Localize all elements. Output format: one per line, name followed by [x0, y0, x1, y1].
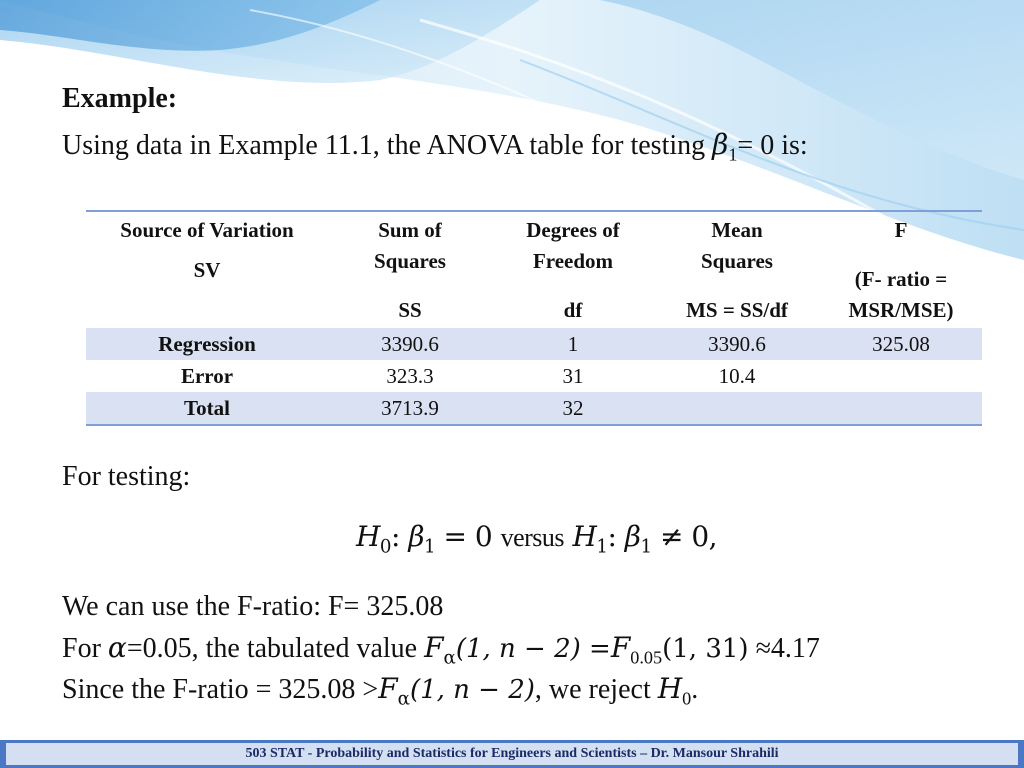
header-f-line1: F [820, 211, 982, 248]
f-critical-subscript: 0.05 [630, 647, 663, 668]
row-f [820, 360, 982, 392]
table-header-row-1 [86, 211, 982, 248]
table-header-row-3 [86, 292, 982, 328]
conclusion-h0-subscript: 0 [682, 688, 692, 709]
row-df: 32 [492, 392, 654, 425]
alpha-symbol: α [107, 631, 127, 664]
slide-title: Example: [62, 83, 178, 114]
header-f-line2: (F- ratio = [854, 267, 948, 291]
critical-value: ≈4.17 [748, 633, 820, 664]
header-ss-line3: SS [398, 298, 422, 322]
h0-beta: β [408, 520, 425, 553]
anova-table [86, 210, 982, 426]
intro-text: Using data in Example 11.1, the ANOVA table for testing [62, 130, 713, 161]
h0-equals: = 0 [443, 520, 493, 553]
table-row [86, 392, 982, 425]
h1-symbol: H [572, 520, 597, 553]
conclusion-f-symbol: F [378, 672, 398, 705]
f-alpha-symbol: F [424, 631, 444, 664]
beta-subscript: 1 [728, 144, 738, 165]
header-df-line3: df [563, 298, 583, 322]
beta-symbol: β [712, 128, 729, 161]
header-f-line3: MSR/MSE) [848, 298, 954, 322]
f-alpha-subscript: α [443, 647, 456, 669]
row-source: Total [86, 392, 328, 425]
versus-word: versus [500, 523, 565, 552]
h0-beta-subscript: 1 [424, 536, 436, 558]
row-ss: 3713.9 [328, 392, 492, 425]
for-testing-label: For testing: [62, 461, 191, 492]
f-alpha-args: (1, n − 2) = [455, 634, 611, 664]
tabulated-value-line [62, 631, 820, 675]
for-word: For [62, 633, 108, 664]
row-f: 325.08 [820, 328, 982, 360]
row-ms: 3390.6 [654, 328, 820, 360]
f-ratio-line: We can use the F-ratio: F= 325.08 [62, 591, 444, 622]
header-df-line2: Freedom [532, 249, 614, 273]
h0-symbol: H [356, 520, 380, 553]
conclusion-period: . [691, 674, 699, 705]
row-df: 31 [562, 364, 584, 388]
header-ms-line2: Squares [701, 249, 773, 273]
header-sv-line3 [86, 292, 328, 328]
footer-bar [0, 740, 1024, 768]
h1-beta-subscript: 1 [640, 536, 652, 558]
conclusion-mid: , we reject [534, 674, 658, 705]
row-ms [654, 392, 820, 425]
conclusion-f-args: (1, n − 2) [409, 675, 535, 705]
h1-beta: β [624, 520, 641, 553]
row-source: Regression [86, 328, 328, 360]
row-f [820, 392, 982, 425]
h1-not-equal: ≠ 0, [659, 520, 718, 553]
header-ss-line2: Squares [374, 249, 446, 273]
header-sv-line1: Source of Variation [86, 211, 328, 248]
h1-subscript: 1 [596, 536, 608, 558]
row-ss: 3390.6 [328, 328, 492, 360]
conclusion-line [62, 672, 698, 716]
row-ss: 323.3 [386, 364, 434, 388]
h0-subscript: 0 [379, 536, 391, 558]
f-critical-args: (1, 31) [662, 634, 749, 664]
alpha-value: =0.05, the tabulated value [126, 633, 425, 664]
footer-text: 503 STAT - Probability and Statistics for Engineers and Scientists – Dr. Mansour Shrahili [6, 743, 1018, 765]
header-ms-line3: MS = SS/df [686, 298, 788, 322]
table-row [86, 360, 982, 392]
h1-colon: : [607, 520, 617, 553]
header-sv-line2: SV [193, 258, 221, 282]
row-ms: 10.4 [718, 364, 756, 388]
row-df: 1 [492, 328, 654, 360]
h0-colon: : [391, 520, 400, 553]
f-critical-symbol: F [610, 631, 631, 664]
conclusion-h0: H [657, 672, 683, 705]
conclusion-text: Since the F-ratio = 325.08 > [62, 674, 379, 705]
conclusion-f-subscript: α [397, 688, 410, 710]
intro-tail: = 0 is: [737, 130, 808, 161]
hypothesis-formula [356, 520, 717, 557]
header-ms-line1: Mean [654, 211, 820, 248]
intro-line [62, 128, 808, 171]
table-header-row-2 [86, 248, 982, 292]
header-ss-line1: Sum of [328, 211, 492, 248]
header-df-line1: Degrees of [492, 211, 654, 248]
row-source: Error [180, 364, 234, 388]
table-row [86, 328, 982, 360]
